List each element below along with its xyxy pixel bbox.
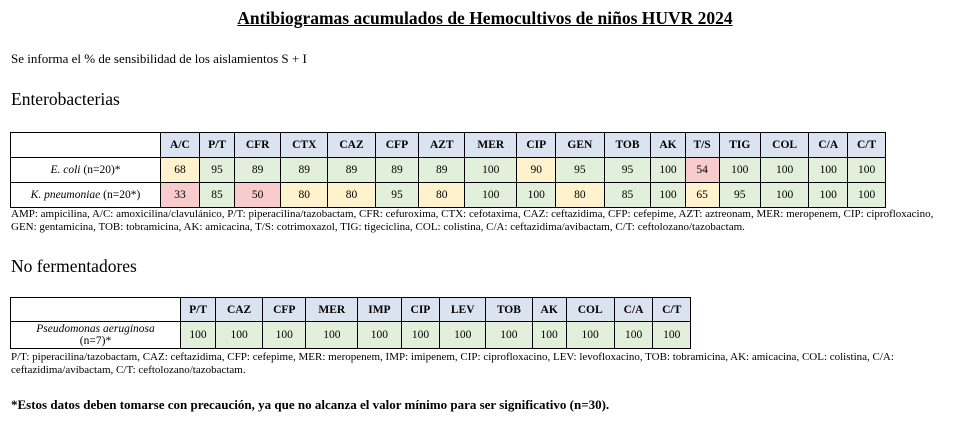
column-header: AK — [532, 298, 566, 322]
enterobacterias-table — [10, 132, 886, 208]
sensitivity-value: 100 — [181, 322, 216, 349]
column-header: CFP — [375, 133, 419, 158]
column-header: IMP — [358, 298, 401, 322]
sensitivity-value: 100 — [614, 322, 653, 349]
sensitivity-value: 100 — [809, 158, 848, 183]
sensitivity-value: 95 — [199, 158, 234, 183]
table-row — [11, 158, 886, 183]
column-header: AZT — [419, 133, 465, 158]
sensitivity-value: 89 — [419, 158, 465, 183]
sensitivity-value: 100 — [440, 322, 486, 349]
organism-count: (n=20*) — [100, 189, 141, 201]
column-header: CAZ — [216, 298, 263, 322]
organism-count: (n=7)* — [79, 335, 112, 347]
sensitivity-value: 100 — [532, 322, 566, 349]
sensitivity-value: 100 — [216, 322, 263, 349]
column-header: C/T — [653, 298, 691, 322]
sensitivity-value: 85 — [199, 183, 234, 208]
header-corner — [11, 133, 161, 158]
no-fermentadores-footnote: P/T: piperacilina/tazobactam, CAZ: ceftazidima, CFP: cefepime, MER: meropenem, IMP: imipenem, CIP: ciprofloxacino, LEV: levofloxacino, TOB: tobramicina, AK: amicacina, COL: colistina, C/A: ceftazidima/avibactam, C/T: ceftolozano/tazobactam. — [11, 351, 894, 376]
sensitivity-value: 33 — [161, 183, 200, 208]
column-header: LEV — [440, 298, 486, 322]
page-title: Antibiogramas acumulados de Hemocultivos de niños HUVR 2024 — [237, 8, 733, 28]
sensitivity-value: 100 — [486, 322, 533, 349]
column-header: CIP — [401, 298, 440, 322]
sensitivity-value: 100 — [465, 158, 517, 183]
sensitivity-value: 89 — [235, 158, 281, 183]
column-header: CFP — [263, 298, 306, 322]
column-header: CFR — [235, 133, 281, 158]
column-header: COL — [566, 298, 614, 322]
sensitivity-value: 95 — [604, 158, 651, 183]
sensitivity-value: 80 — [556, 183, 604, 208]
column-header: AK — [651, 133, 685, 158]
sensitivity-value: 100 — [848, 158, 886, 183]
sensitivity-value: 95 — [556, 158, 604, 183]
sensitivity-value: 68 — [161, 158, 200, 183]
column-header: C/A — [809, 133, 848, 158]
sensitivity-value: 100 — [401, 322, 440, 349]
sensitivity-value: 100 — [760, 183, 808, 208]
header-corner — [11, 298, 181, 322]
table-row — [11, 183, 886, 208]
table-row — [11, 322, 691, 349]
column-header: MER — [306, 298, 358, 322]
sensitivity-value: 100 — [358, 322, 401, 349]
warning-note: *Estos datos deben tomarse con precaución, ya que no alcanza el valor mínimo para ser significativo (n=30). — [11, 397, 610, 412]
column-header: P/T — [181, 298, 216, 322]
column-header: CTX — [281, 133, 328, 158]
sensitivity-value: 100 — [306, 322, 358, 349]
table-header-row — [11, 298, 691, 322]
column-header: T/S — [685, 133, 719, 158]
sensitivity-value: 100 — [651, 158, 685, 183]
sensitivity-value: 85 — [604, 183, 651, 208]
sensitivity-value: 100 — [465, 183, 517, 208]
sensitivity-value: 89 — [281, 158, 328, 183]
intro-text: Se informa el % de sensibilidad de los aislamientos S + I — [11, 51, 307, 66]
sensitivity-value: 100 — [809, 183, 848, 208]
sensitivity-value: 89 — [328, 158, 375, 183]
sensitivity-value: 90 — [517, 158, 556, 183]
column-header: P/T — [199, 133, 234, 158]
sensitivity-value: 100 — [651, 183, 685, 208]
organism-name: Pseudomonas aeruginosa — [36, 323, 155, 335]
enterobacterias-heading: Enterobacterias — [11, 89, 120, 109]
column-header: GEN — [556, 133, 604, 158]
organism-cell — [11, 322, 181, 349]
column-header: CIP — [517, 133, 556, 158]
organism-count: (n=20)* — [80, 164, 121, 176]
table-header-row — [11, 133, 886, 158]
sensitivity-value: 100 — [653, 322, 691, 349]
enterobacterias-footnote: AMP: ampicilina, A/C: amoxicilina/clavulánico, P/T: piperacilina/tazobactam, CFR: cefuroxima, CTX: cefotaxima, CAZ: ceftazidima, CFP: cefepime, AZT: aztreonam, MER: meropenem, CIP: ciprofloxacino, GEN: gentamicina, TOB: tobramicina, AK: amicacina, T/S: cotrimoxazol, TIG: tigeciclina, COL: colistina, C/A: ceftazidima/avibactam, C/T: ceftolozano/tazobactam. — [11, 208, 934, 233]
column-header: CAZ — [328, 133, 375, 158]
sensitivity-value: 80 — [281, 183, 328, 208]
sensitivity-value: 100 — [848, 183, 886, 208]
sensitivity-value: 95 — [719, 183, 760, 208]
sensitivity-value: 100 — [719, 158, 760, 183]
sensitivity-value: 100 — [263, 322, 306, 349]
column-header: A/C — [161, 133, 200, 158]
sensitivity-value: 89 — [375, 158, 419, 183]
sensitivity-value: 100 — [517, 183, 556, 208]
column-header: C/A — [614, 298, 653, 322]
sensitivity-value: 50 — [235, 183, 281, 208]
organism-name: E. coli — [50, 164, 81, 176]
column-header: TOB — [604, 133, 651, 158]
sensitivity-value: 100 — [566, 322, 614, 349]
no-fermentadores-table — [10, 297, 691, 349]
sensitivity-value: 80 — [328, 183, 375, 208]
organism-cell — [11, 158, 161, 183]
column-header: COL — [760, 133, 808, 158]
column-header: MER — [465, 133, 517, 158]
no-fermentadores-heading: No fermentadores — [11, 256, 137, 276]
column-header: C/T — [848, 133, 886, 158]
sensitivity-value: 100 — [760, 158, 808, 183]
sensitivity-value: 95 — [375, 183, 419, 208]
organism-cell — [11, 183, 161, 208]
sensitivity-value: 80 — [419, 183, 465, 208]
sensitivity-value: 65 — [685, 183, 719, 208]
column-header: TIG — [719, 133, 760, 158]
column-header: TOB — [486, 298, 533, 322]
organism-name: K. pneumoniae — [30, 189, 101, 201]
sensitivity-value: 54 — [685, 158, 719, 183]
